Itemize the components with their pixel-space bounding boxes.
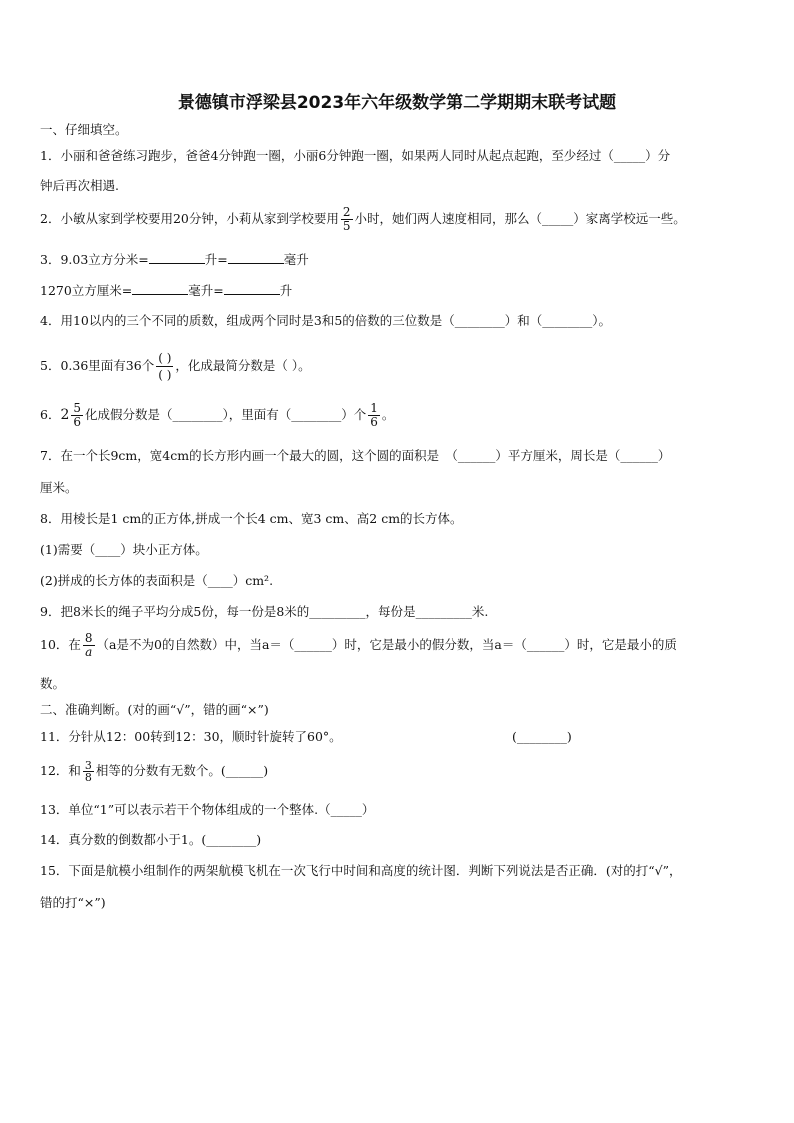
question-1-line-2: 钟后再次相遇. [40, 178, 119, 193]
question-8: 8．用棱长是1 cm的正方体,拼成一个长4 cm、宽3 cm、高2 cm的长方体。 [40, 511, 463, 526]
question-10-line-2: 数。 [40, 676, 66, 691]
question-10-text-b: （a是不为0的自然数）中，当a＝（______）时，它是最小的假分数，当a＝（______）时，它是最小的质 [96, 637, 677, 652]
question-3-line-2 [40, 282, 292, 299]
fraction-numerator: 2 [342, 205, 351, 219]
question-8-part-1: (1)需要（____）块小正方体。 [40, 542, 208, 557]
answer-blank[interactable] [149, 251, 205, 264]
question-6-text-a: 6． [40, 407, 61, 422]
question-12-text-a: 12．和 [40, 763, 81, 778]
question-5 [40, 350, 311, 383]
question-5-text-a: 5．0.36里面有36个 [40, 358, 155, 373]
fraction-denominator: 6 [370, 415, 378, 429]
q3-text: 1270立方厘米= [40, 283, 133, 298]
question-8-part-2: (2)拼成的长方体的表面积是（____）cm². [40, 573, 274, 588]
q3-text: 升 [279, 283, 293, 298]
question-10-line-1 [40, 632, 677, 659]
fraction-denominator: a [83, 645, 95, 659]
question-10-fraction [83, 632, 95, 659]
answer-blank[interactable] [228, 251, 284, 264]
question-11-answer-blank[interactable]: (________) [512, 729, 572, 744]
question-7-line-1: 7．在一个长9cm，宽4cm的长方形内画一个最大的圆，这个圆的面积是 （______）平方厘米，周长是（______） [40, 448, 671, 463]
fraction-numerator: 1 [370, 401, 378, 415]
question-7-line-2: 厘米。 [40, 480, 78, 495]
question-12 [40, 760, 268, 783]
question-2 [40, 206, 686, 233]
question-10-text-a: 10．在 [40, 637, 81, 652]
page-title: 景德镇市浮梁县2023年六年级数学第二学期期末联考试题 [177, 93, 617, 113]
q3-text: 毫升 [283, 252, 309, 267]
question-11: 11．分针从12：00转到12：30，顺时针旋转了60°。 [40, 729, 342, 744]
question-13: 13．单位“1”可以表示若干个物体组成的一个整体.（_____） [40, 802, 375, 817]
fraction-denominator: 8 [84, 771, 92, 784]
fraction-numerator: 3 [84, 759, 92, 772]
question-3-line-1 [40, 251, 309, 268]
q3-text: 毫升= [188, 283, 224, 298]
question-1-line-1: 1．小丽和爸爸练习跑步，爸爸4分钟跑一圈，小丽6分钟跑一圈，如果两人同时从起点起跑，至少经过（_____）分 [40, 148, 671, 163]
fraction-numerator: 5 [73, 401, 82, 415]
q3-text: 升= [204, 252, 228, 267]
fraction-denominator: 5 [342, 219, 351, 233]
question-6 [40, 402, 394, 429]
question-6-fraction [71, 402, 83, 429]
question-15-line-1: 15．下面是航模小组制作的两架航模飞机在一次飞行中时间和高度的统计图．判断下列说法是否正确．(对的打“√”， [40, 863, 682, 878]
question-2-text-b: 小时，她们两人速度相同，那么（_____）家离学校远一些。 [354, 211, 686, 226]
question-5-text-b: ，化成最简分数是（ ）。 [175, 358, 311, 373]
question-6-text-c: 。 [381, 407, 395, 422]
fraction-numerator: ( ) [158, 351, 172, 365]
fraction-denominator: 6 [73, 415, 82, 429]
question-4: 4．用10以内的三个不同的质数，组成两个同时是3和5的倍数的三位数是（________）和（________）。 [40, 313, 612, 328]
section-heading-judgement: 二、准确判断。(对的画“√”，错的画“×”) [40, 702, 269, 717]
question-5-fraction [156, 350, 173, 383]
fraction-denominator: ( ) [158, 368, 172, 382]
answer-blank[interactable] [224, 282, 280, 295]
question-14: 14．真分数的倒数都小于1。(________) [40, 832, 262, 847]
question-2-text-a: 2．小敏从家到学校要用20分钟，小莉从家到学校要用 [40, 211, 339, 226]
question-12-text-b: 相等的分数有无数个。(______) [95, 763, 269, 778]
question-15-line-2: 错的打“×”) [40, 895, 106, 910]
question-6-unit-fraction [368, 402, 380, 429]
question-9: 9．把8米长的绳子平均分成5份，每一份是8米的_________，每份是_________米. [40, 604, 489, 619]
question-12-fraction [83, 760, 94, 783]
question-6-text-b: 化成假分数是（________），里面有（________）个 [85, 407, 367, 422]
section-heading-fill-blank: 一、仔细填空。 [40, 122, 128, 137]
question-2-fraction [341, 206, 353, 233]
mixed-number-whole: 2 [60, 407, 70, 423]
q3-text: 3．9.03立方分米= [40, 252, 149, 267]
fraction-numerator: 8 [84, 631, 93, 645]
answer-blank[interactable] [132, 282, 188, 295]
